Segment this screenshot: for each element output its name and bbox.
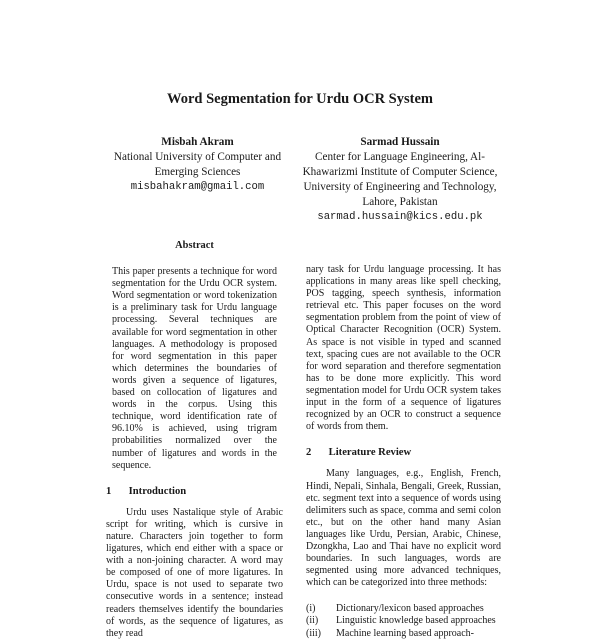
- author-block-1: [110, 135, 285, 195]
- author-email[interactable]: sarmad.hussain@kics.edu.pk: [317, 211, 483, 223]
- list-marker: (iii): [306, 627, 321, 639]
- list-item: [306, 628, 501, 640]
- list-item-label: Dictionary/lexicon based approaches: [336, 603, 484, 615]
- list-item: [306, 603, 501, 615]
- literature-review-paragraph: Many languages, e.g., English, French, Hindi, Nepali, Sinhala, Bengali, Greek, Russian, etc. segment text into a sequence of words using delimiters such as space, comma and semi colon etc., but on the other hand many Asian languages like Urdu, Persian, Arabic, Chinese, Dzongkha, Lao and Thai have no explicit word boundaries. In such languages, words are segmented using more advanced techniques, which can be categorized into three methods:: [306, 468, 501, 589]
- author-affiliation: Center for Language Engineering, Al-Khawarizmi Institute of Computer Science, University of Engineering and Technology, Lahore, Pakistan: [302, 151, 498, 208]
- left-column: [106, 240, 283, 640]
- author-affiliation: National University of Computer and Emerging Sciences: [113, 151, 282, 178]
- author-email[interactable]: misbahakram@gmail.com: [130, 181, 265, 193]
- author-name: Misbah Akram: [161, 136, 234, 148]
- section-number: 2: [306, 447, 312, 459]
- section-number: 1: [106, 485, 112, 497]
- section-title: Introduction: [128, 485, 187, 497]
- continuation-paragraph: nary task for Urdu language processing. It has applications in many areas like spell checking, POS tagging, speech synthesis, information retrieval etc. This paper focuses on the word segmentation problem from the point of view of Optical Character Recognition (OCR) System. As space is not visible in typed and scanned text, spacing cues are not available to the OCR for word separation and therefore segmentation has to be done more explicitly. This word segmentation model for Urdu OCR system takes input in the form of a sequence of ligatures recognized by an OCR to construct a sequence of words from them.: [306, 264, 501, 433]
- abstract-body: This paper presents a technique for word segmentation for the Urdu OCR system. Word segmentation or word tokenization is a preliminary task for Urdu language processing. Several techniques are available for word segmentation in other languages. A methodology is proposed for word segmentation in this paper which determines the boundaries of words given a sequence of ligatures, based on collocation of ligatures and words in the corpus. Using this technique, word identification rate of 96.10% is achieved, using trigram probabilities normalized over the number of ligatures and words in the sequence.: [112, 266, 277, 471]
- list-item-label: Linguistic knowledge based approaches: [336, 615, 496, 627]
- list-marker: (ii): [306, 615, 319, 627]
- methods-list: [306, 603, 501, 639]
- section-heading-introduction: [106, 486, 283, 498]
- section-title: Literature Review: [328, 447, 412, 459]
- abstract-heading: Abstract: [175, 240, 214, 251]
- paper-title: Word Segmentation for Urdu OCR System: [167, 91, 433, 107]
- list-item-label: Machine learning based approach-: [336, 627, 474, 639]
- list-marker: (i): [306, 603, 316, 615]
- list-item: [306, 615, 501, 627]
- section-heading-literature-review: [306, 447, 501, 459]
- author-block-2: [300, 135, 500, 225]
- author-name: Sarmad Hussain: [360, 136, 440, 148]
- right-column: [306, 264, 501, 640]
- introduction-paragraph: Urdu uses Nastalique style of Arabic script for writing, which is cursive in nature. Characters join together to form ligatures, which end either with a space or with a non-joining character. A word may be composed of one of more ligatures. In Urdu, space is not used to separate two consecutive words in a sentence; instead readers themselves identify the boundaries of words, as the sequence of ligatures, as they read: [106, 506, 283, 639]
